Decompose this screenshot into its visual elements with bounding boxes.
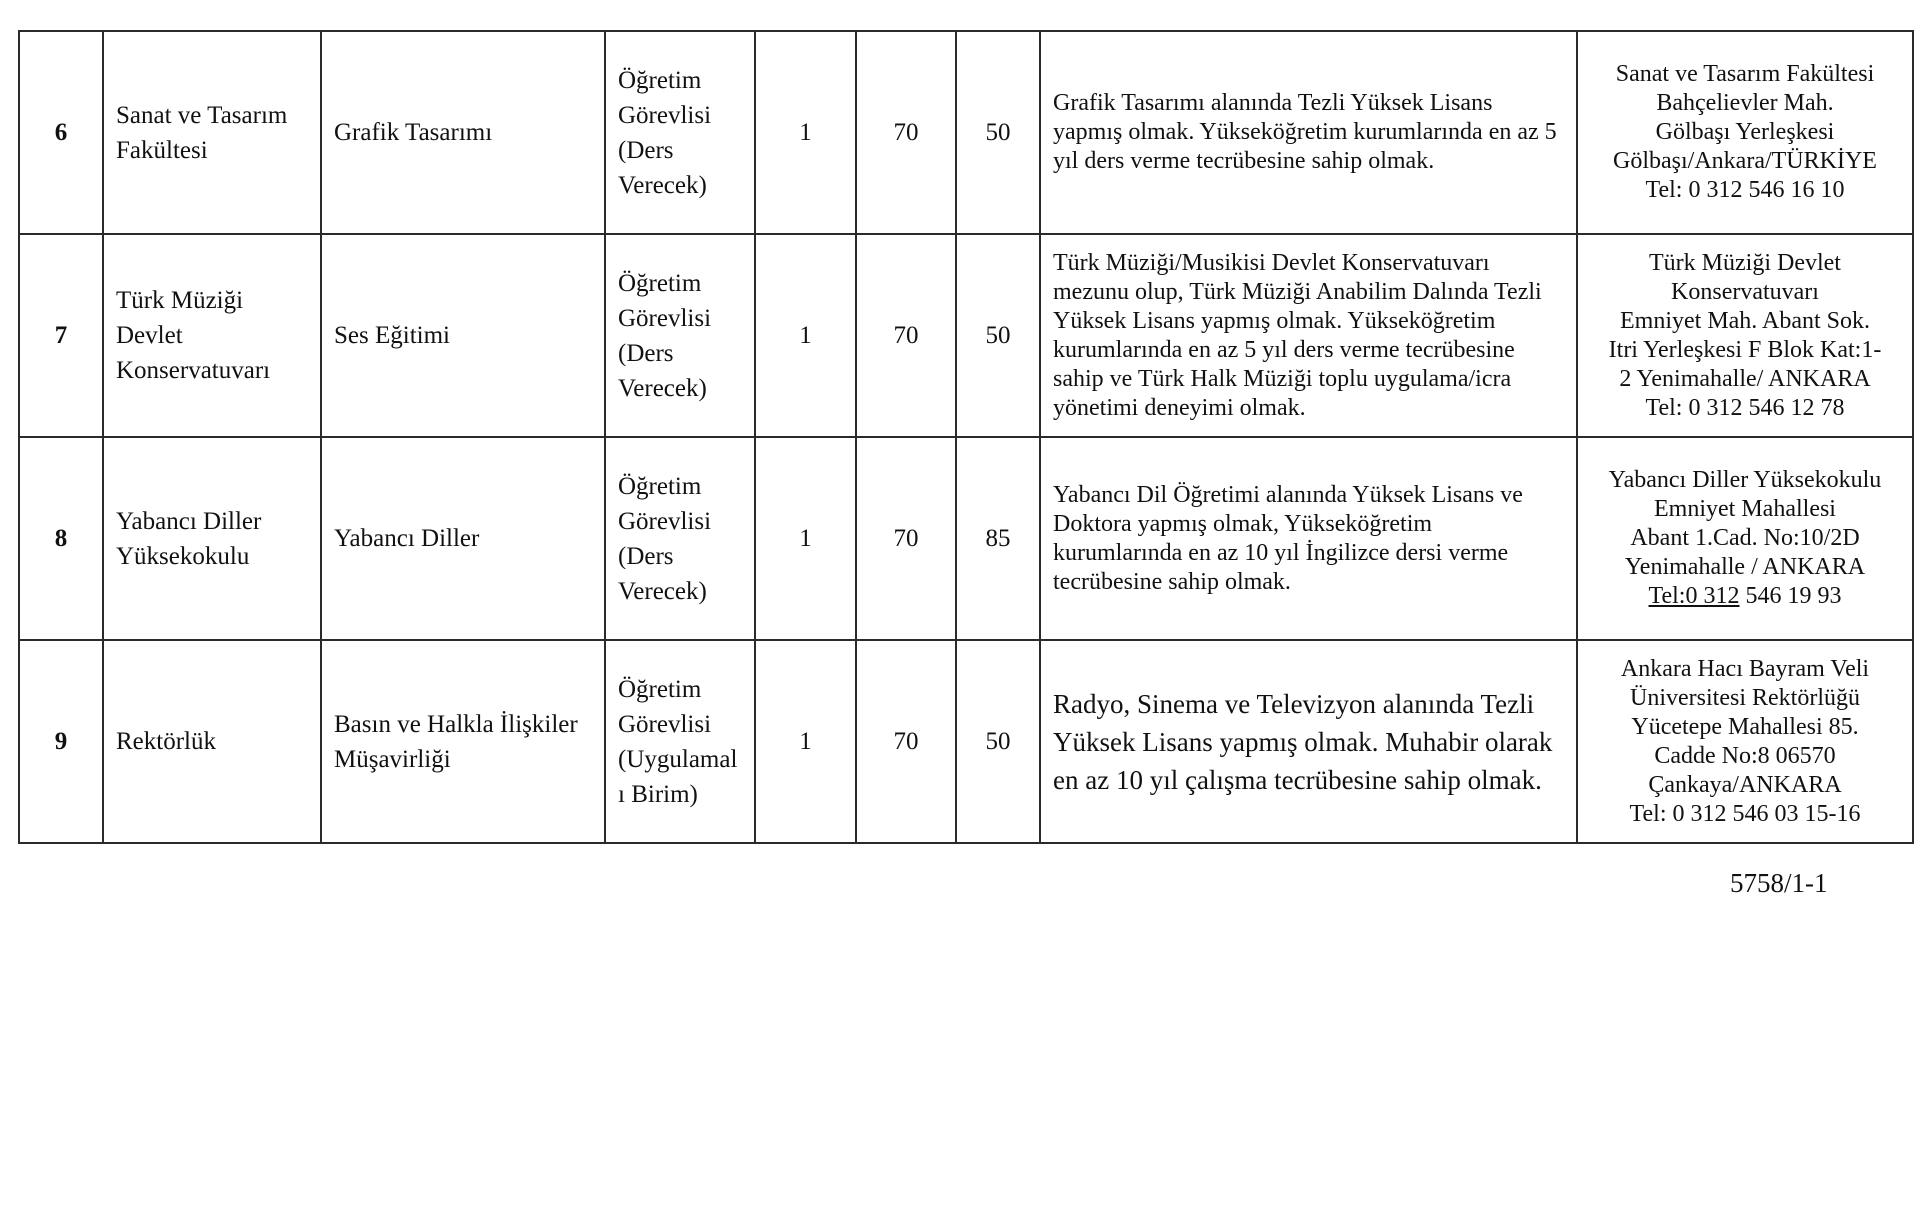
address-line: Yabancı Diller Yüksekokulu [1608,467,1882,493]
address-line: Itri Yerleşkesi F Blok Kat:1- [1608,336,1882,363]
address-line: Gölbaşı/Ankara/TÜRKİYE [1613,148,1877,174]
address-line: Gölbaşı Yerleşkesi [1655,119,1835,145]
department-cell: Ses Eğitimi [321,234,605,437]
address-line: Türk Müziği Devlet [1649,249,1841,276]
address-line: Sanat ve Tasarım Fakültesi [1615,61,1875,87]
address-line: Abant 1.Cad. No:10/2D [1630,525,1860,551]
requirements-cell: Türk Müziği/Musikisi Devlet Konservatuvarı mezunu olup, Türk Müziği Anabilim Dalında Tezli Yüksek Lisans yapmış olmak. Yükseköğretim kurumlarında en az 5 yıl ders verme tecrübesine sahip ve Türk Halk Müziği toplu uygulama/icra yönetimi deneyimi olmak. [1040,234,1577,437]
department-cell: Yabancı Diller [321,437,605,640]
count-cell: 1 [755,31,856,234]
address-phone-rest: 546 19 93 [1739,583,1842,609]
count-cell: 1 [755,640,856,843]
title-cell: Öğretim Görevlisi (Ders Verecek) [605,437,755,640]
table-row [19,640,1913,843]
address-line: Çankaya/ANKARA [1648,771,1842,798]
address-phone: Tel: 0 312 546 16 10 [1645,177,1845,203]
address-line: Ankara Hacı Bayram Veli [1620,655,1870,682]
address-cell [1577,31,1913,234]
unit-cell: Sanat ve Tasarım Fakültesi [103,31,321,234]
address-line: Yenimahalle / ANKARA [1624,554,1866,580]
requirements-cell: Grafik Tasarımı alanında Tezli Yüksek Lisans yapmış olmak. Yükseköğretim kurumlarında en az 5 yıl ders verme tecrübesine sahip olmak. [1040,31,1577,234]
row-number: 6 [19,31,103,234]
unit-cell: Türk Müziği Devlet Konservatuvarı [103,234,321,437]
department-cell: Grafik Tasarımı [321,31,605,234]
foreign-language-cell: 50 [956,640,1040,843]
row-number: 7 [19,234,103,437]
ales-cell: 70 [856,234,956,437]
title-cell: Öğretim Görevlisi (Ders Verecek) [605,234,755,437]
address-line: Yücetepe Mahallesi 85. [1631,713,1859,740]
row-number: 9 [19,640,103,843]
foreign-language-cell: 85 [956,437,1040,640]
address-cell [1577,437,1913,640]
ales-cell: 70 [856,437,956,640]
requirements-cell: Radyo, Sinema ve Televizyon alanında Tezli Yüksek Lisans yapmış olmak. Muhabir olarak en az 10 yıl çalışma tecrübesine sahip olmak. [1040,640,1577,843]
table-row [19,31,1913,234]
address-phone: Tel: 0 312 546 03 15-16 [1629,800,1861,827]
address-cell [1577,234,1913,437]
table-row [19,234,1913,437]
address-line: 2 Yenimahalle/ ANKARA [1619,365,1871,392]
address-phone: Tel: 0 312 546 12 78 [1645,394,1845,421]
count-cell: 1 [755,234,856,437]
address-line: Üniversitesi Rektörlüğü [1630,684,1860,711]
unit-cell: Rektörlük [103,640,321,843]
address-cell [1577,640,1913,843]
title-cell: Öğretim Görevlisi (Ders Verecek) [605,31,755,234]
unit-cell: Yabancı Diller Yüksekokulu [103,437,321,640]
positions-table [18,30,1914,844]
foreign-language-cell: 50 [956,234,1040,437]
row-number: 8 [19,437,103,640]
address-line: Emniyet Mah. Abant Sok. [1620,307,1870,334]
address-line: Cadde No:8 06570 [1654,742,1836,769]
page-reference: 5758/1-1 [1730,868,1828,898]
address-line: Emniyet Mahallesi [1654,496,1836,522]
requirements-cell: Yabancı Dil Öğretimi alanında Yüksek Lisans ve Doktora yapmış olmak, Yükseköğretim kurumlarında en az 10 yıl İngilizce dersi verme tecrübesine sahip olmak. [1040,437,1577,640]
title-cell: Öğretim Görevlisi (Uygulamal ı Birim) [605,640,755,843]
department-cell: Basın ve Halkla İlişkiler Müşavirliği [321,640,605,843]
address-line: Konservatuvarı [1671,278,1819,305]
address-line: Bahçelievler Mah. [1656,90,1834,116]
ales-cell: 70 [856,640,956,843]
ales-cell: 70 [856,31,956,234]
table-row [19,437,1913,640]
count-cell: 1 [755,437,856,640]
address-phone-underlined: Tel:0 312 [1648,583,1740,609]
foreign-language-cell: 50 [956,31,1040,234]
address-phone [1590,582,1900,611]
